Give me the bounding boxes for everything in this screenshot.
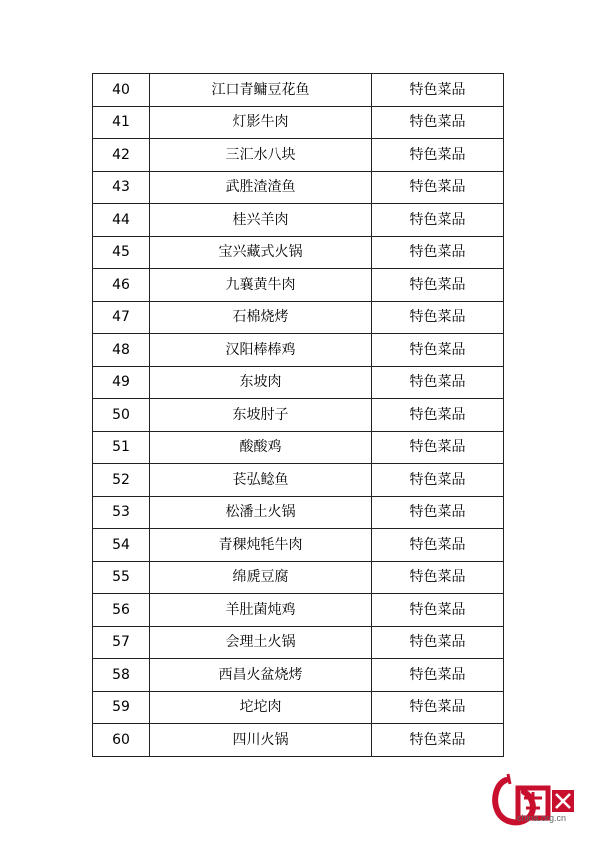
dish-name-cell: 宝兴藏式火锅	[150, 236, 372, 269]
dish-name-cell: 江口青鳙豆花鱼	[150, 74, 372, 107]
category-cell: 特色菜品	[372, 236, 504, 269]
dish-name-cell: 桂兴羊肉	[150, 204, 372, 237]
row-number-cell: 48	[93, 334, 150, 367]
row-number-cell: 57	[93, 626, 150, 659]
category-cell: 特色菜品	[372, 139, 504, 172]
table-row	[93, 529, 504, 562]
dish-table-body	[93, 74, 504, 757]
table-row	[93, 204, 504, 237]
table-row	[93, 594, 504, 627]
table-row	[93, 464, 504, 497]
dish-name-cell: 坨坨肉	[150, 691, 372, 724]
table-row	[93, 399, 504, 432]
category-cell: 特色菜品	[372, 334, 504, 367]
dish-name-cell: 九襄黄牛肉	[150, 269, 372, 302]
table-row	[93, 561, 504, 594]
table-row	[93, 659, 504, 692]
dish-name-cell: 酸酸鸡	[150, 431, 372, 464]
china-org-logo-icon	[488, 770, 588, 836]
table-row	[93, 269, 504, 302]
category-cell: 特色菜品	[372, 529, 504, 562]
row-number-cell: 51	[93, 431, 150, 464]
category-cell: 特色菜品	[372, 431, 504, 464]
row-number-cell: 53	[93, 496, 150, 529]
category-cell: 特色菜品	[372, 561, 504, 594]
dish-name-cell: 羊肚菌炖鸡	[150, 594, 372, 627]
dish-name-cell: 松潘土火锅	[150, 496, 372, 529]
category-cell: 特色菜品	[372, 496, 504, 529]
table-row	[93, 171, 504, 204]
category-cell: 特色菜品	[372, 691, 504, 724]
row-number-cell: 45	[93, 236, 150, 269]
table-row	[93, 496, 504, 529]
category-cell: 特色菜品	[372, 171, 504, 204]
table-row	[93, 431, 504, 464]
row-number-cell: 60	[93, 724, 150, 757]
table-row	[93, 626, 504, 659]
table-row	[93, 334, 504, 367]
table-row	[93, 74, 504, 107]
row-number-cell: 43	[93, 171, 150, 204]
dish-name-cell: 四川火锅	[150, 724, 372, 757]
row-number-cell: 50	[93, 399, 150, 432]
dish-name-cell: 西昌火盆烧烤	[150, 659, 372, 692]
category-cell: 特色菜品	[372, 724, 504, 757]
dish-name-cell: 灯影牛肉	[150, 106, 372, 139]
dish-name-cell: 东坡肉	[150, 366, 372, 399]
dish-name-cell: 三汇水八块	[150, 139, 372, 172]
dish-name-cell: 会理土火锅	[150, 626, 372, 659]
table-row	[93, 691, 504, 724]
row-number-cell: 59	[93, 691, 150, 724]
row-number-cell: 54	[93, 529, 150, 562]
category-cell: 特色菜品	[372, 659, 504, 692]
row-number-cell: 47	[93, 301, 150, 334]
watermark-url: china.org.cn	[517, 813, 567, 823]
dish-name-cell: 武胜渣渣鱼	[150, 171, 372, 204]
category-cell: 特色菜品	[372, 74, 504, 107]
row-number-cell: 46	[93, 269, 150, 302]
row-number-cell: 44	[93, 204, 150, 237]
row-number-cell: 40	[93, 74, 150, 107]
category-cell: 特色菜品	[372, 106, 504, 139]
dish-name-cell: 青稞炖牦牛肉	[150, 529, 372, 562]
dish-name-cell: 汉阳棒棒鸡	[150, 334, 372, 367]
row-number-cell: 52	[93, 464, 150, 497]
category-cell: 特色菜品	[372, 269, 504, 302]
row-number-cell: 56	[93, 594, 150, 627]
row-number-cell: 58	[93, 659, 150, 692]
table-row	[93, 366, 504, 399]
category-cell: 特色菜品	[372, 464, 504, 497]
table-row	[93, 301, 504, 334]
category-cell: 特色菜品	[372, 594, 504, 627]
table-row	[93, 139, 504, 172]
row-number-cell: 41	[93, 106, 150, 139]
dish-name-cell: 绵虒豆腐	[150, 561, 372, 594]
category-cell: 特色菜品	[372, 366, 504, 399]
row-number-cell: 49	[93, 366, 150, 399]
dish-name-cell: 东坡肘子	[150, 399, 372, 432]
dish-name-cell: 石棉烧烤	[150, 301, 372, 334]
row-number-cell: 55	[93, 561, 150, 594]
category-cell: 特色菜品	[372, 626, 504, 659]
category-cell: 特色菜品	[372, 301, 504, 334]
table-row	[93, 106, 504, 139]
category-cell: 特色菜品	[372, 399, 504, 432]
dish-name-cell: 苌弘鲶鱼	[150, 464, 372, 497]
table-row	[93, 236, 504, 269]
table-row	[93, 724, 504, 757]
category-cell: 特色菜品	[372, 204, 504, 237]
row-number-cell: 42	[93, 139, 150, 172]
dish-table	[92, 73, 504, 757]
